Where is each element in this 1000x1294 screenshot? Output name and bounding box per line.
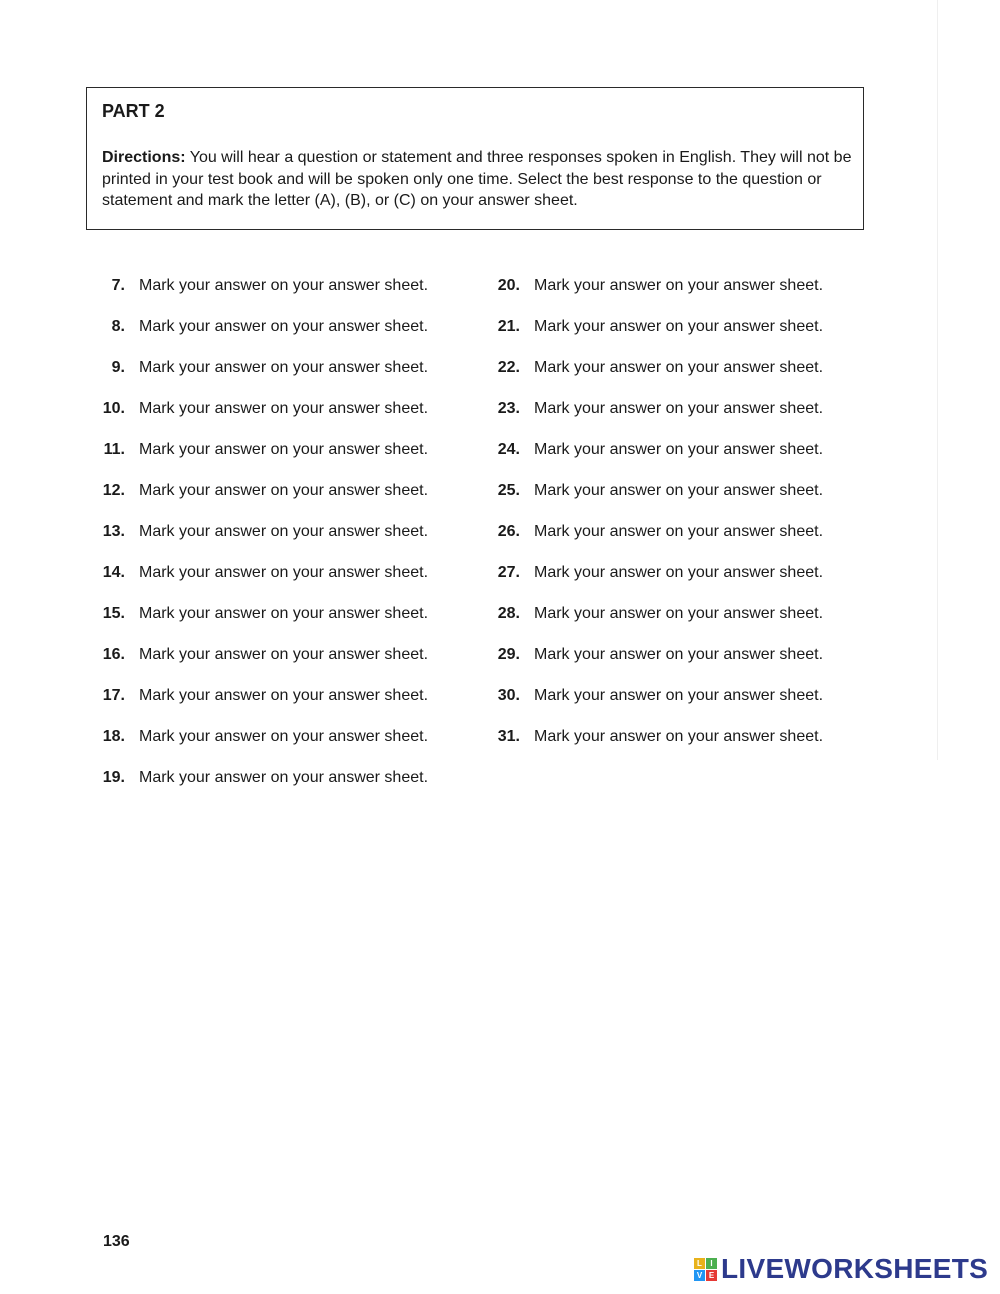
question-item <box>88 481 428 501</box>
question-number: 30. <box>497 687 520 704</box>
directions-label: Directions: <box>102 149 186 166</box>
logo-text: LIVEWORKSHEETS <box>721 1253 989 1284</box>
question-item <box>88 358 428 378</box>
question-text: Mark your answer on your answer sheet. <box>139 728 429 745</box>
question-number: 15. <box>102 605 125 622</box>
question-text: Mark your answer on your answer sheet. <box>534 441 824 458</box>
question-text: Mark your answer on your answer sheet. <box>534 728 824 745</box>
question-item <box>483 399 823 419</box>
question-number: 20. <box>497 277 520 294</box>
question-text: Mark your answer on your answer sheet. <box>534 277 824 294</box>
question-number: 19. <box>102 769 125 786</box>
question-number: 10. <box>102 400 125 417</box>
directions-paragraph <box>102 147 852 212</box>
question-text: Mark your answer on your answer sheet. <box>139 277 429 294</box>
question-item <box>88 768 428 788</box>
question-text: Mark your answer on your answer sheet. <box>139 441 429 458</box>
question-item <box>88 440 428 460</box>
part-title: PART 2 <box>102 101 165 121</box>
question-number: 14. <box>102 564 125 581</box>
question-text: Mark your answer on your answer sheet. <box>139 482 429 499</box>
question-item <box>88 563 428 583</box>
question-text: Mark your answer on your answer sheet. <box>534 646 824 663</box>
question-text: Mark your answer on your answer sheet. <box>139 564 429 581</box>
directions-box <box>86 87 864 230</box>
question-item <box>483 686 823 706</box>
question-number: 23. <box>497 400 520 417</box>
question-text: Mark your answer on your answer sheet. <box>139 318 429 335</box>
question-item <box>483 358 823 378</box>
question-number: 9. <box>111 359 125 376</box>
question-number: 24. <box>497 441 520 458</box>
question-number: 26. <box>497 523 520 540</box>
question-text: Mark your answer on your answer sheet. <box>534 482 824 499</box>
question-text: Mark your answer on your answer sheet. <box>534 564 824 581</box>
question-item <box>88 276 428 296</box>
question-number: 7. <box>111 277 125 294</box>
question-text: Mark your answer on your answer sheet. <box>534 605 824 622</box>
question-number: 18. <box>102 728 125 745</box>
question-item <box>88 522 428 542</box>
question-item <box>483 563 823 583</box>
question-number: 17. <box>102 687 125 704</box>
question-item <box>483 276 823 296</box>
question-item <box>88 686 428 706</box>
liveworksheets-logo <box>694 1254 988 1284</box>
question-text: Mark your answer on your answer sheet. <box>139 400 429 417</box>
question-text: Mark your answer on your answer sheet. <box>534 687 824 704</box>
question-number: 16. <box>102 646 125 663</box>
logo-letter: I <box>706 1258 717 1269</box>
question-number: 21. <box>497 318 520 335</box>
logo-mark-icon <box>694 1258 717 1281</box>
question-number: 27. <box>497 564 520 581</box>
question-number: 29. <box>497 646 520 663</box>
question-number: 13. <box>102 523 125 540</box>
question-item <box>88 645 428 665</box>
question-item <box>483 317 823 337</box>
directions-text: You will hear a question or statement and three responses spoken in English. They will not be printed in your test book and will be spoken only one time. Select the best response to the question or statement and mark the letter (A), (B), or (C) on your answer sheet. <box>102 149 852 209</box>
question-item <box>88 604 428 624</box>
question-number: 25. <box>497 482 520 499</box>
question-item <box>483 522 823 542</box>
logo-letter: E <box>706 1270 717 1281</box>
question-item <box>88 727 428 747</box>
question-number: 12. <box>102 482 125 499</box>
logo-letter: L <box>694 1258 705 1269</box>
page-number: 136 <box>103 1233 130 1250</box>
question-text: Mark your answer on your answer sheet. <box>139 769 429 786</box>
question-text: Mark your answer on your answer sheet. <box>534 359 824 376</box>
question-item <box>88 317 428 337</box>
question-text: Mark your answer on your answer sheet. <box>139 687 429 704</box>
page-edge <box>937 0 938 760</box>
question-item <box>483 727 823 747</box>
question-text: Mark your answer on your answer sheet. <box>139 359 429 376</box>
question-item <box>483 604 823 624</box>
question-text: Mark your answer on your answer sheet. <box>534 400 824 417</box>
question-number: 28. <box>497 605 520 622</box>
question-number: 11. <box>103 441 125 458</box>
question-number: 8. <box>111 318 125 335</box>
question-item <box>483 481 823 501</box>
question-text: Mark your answer on your answer sheet. <box>534 318 824 335</box>
question-number: 31. <box>497 728 520 745</box>
question-text: Mark your answer on your answer sheet. <box>534 523 824 540</box>
logo-letter: V <box>694 1270 705 1281</box>
question-text: Mark your answer on your answer sheet. <box>139 646 429 663</box>
question-text: Mark your answer on your answer sheet. <box>139 605 429 622</box>
question-number: 22. <box>497 359 520 376</box>
question-text: Mark your answer on your answer sheet. <box>139 523 429 540</box>
question-item <box>483 440 823 460</box>
question-item <box>483 645 823 665</box>
question-item <box>88 399 428 419</box>
